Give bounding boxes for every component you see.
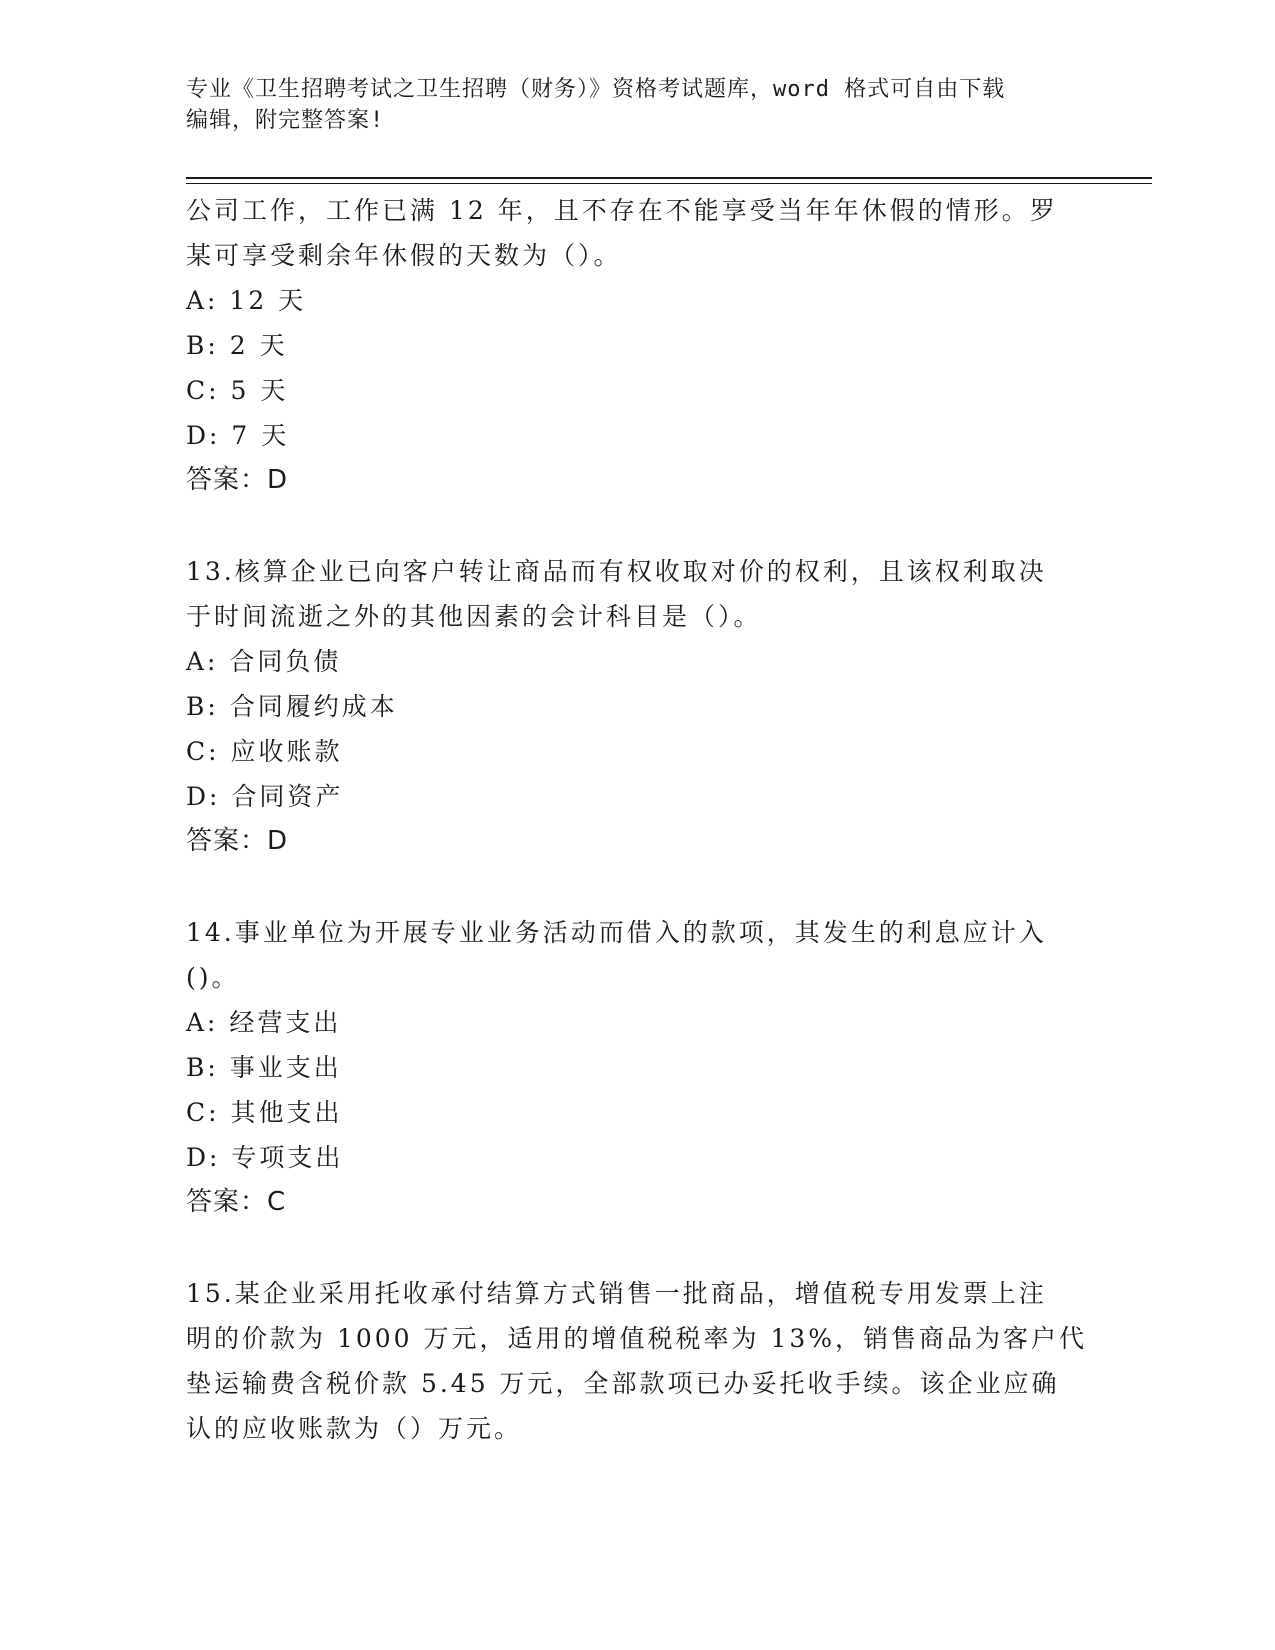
option-d: D: 7 天 [186,421,290,450]
question-stem-line: 垫运输费含税价款 5.45 万元，全部款项已办妥托收手续。该企业应确 [186,1369,1060,1398]
header-rule-thin [186,183,1152,184]
question-list [186,188,1086,1451]
question-stem-line: 14.事业单位为开展专业业务活动而借入的款项，其发生的利息应计入 [186,918,1047,947]
question-gap [186,1225,1086,1271]
option-a: A: 合同负债 [186,647,342,676]
question-13 [186,549,1086,864]
question-stem-line: 公司工作，工作已满 12 年，且不存在不能享受当年年休假的情形。罗 [186,196,1058,225]
question-stem-line: 于时间流逝之外的其他因素的会计科目是（）。 [186,602,762,631]
option-a: A: 12 天 [186,286,307,315]
option-c: C: 其他支出 [186,1098,343,1127]
option-b: B: 合同履约成本 [186,692,398,721]
question-15 [186,1271,1086,1451]
question-12 [186,188,1086,503]
option-d: D: 专项支出 [186,1143,344,1172]
question-stem-line: 某可享受剩余年休假的天数为（）。 [186,241,622,270]
question-stem-line: ()。 [186,963,240,992]
option-d: D: 合同资产 [186,782,344,811]
header-line-1: 专业《卫生招聘考试之卫生招聘（财务）》资格考试题库，word 格式可自由下载 [186,77,1006,102]
answer-line: 答案：D [186,826,289,856]
option-c: C: 5 天 [186,376,289,405]
question-stem-line: 明的价款为 1000 万元，适用的增值税税率为 13%，销售商品为客户代 [186,1324,1088,1353]
document-header [186,74,1086,136]
question-stem-line: 认的应收账款为（）万元。 [186,1414,523,1443]
header-line-2: 编辑，附完整答案! [186,108,385,133]
option-b: B: 2 天 [186,331,288,360]
answer-line: 答案：D [186,465,289,495]
option-c: C: 应收账款 [186,737,343,766]
question-gap [186,864,1086,910]
question-stem-line: 15.某企业采用托收承付结算方式销售一批商品，增值税专用发票上注 [186,1279,1047,1308]
question-gap [186,503,1086,549]
question-stem-line: 13.核算企业已向客户转让商品而有权收取对价的权利，且该权利取决 [186,557,1047,586]
header-rule-thick [186,177,1152,179]
option-b: B: 事业支出 [186,1053,342,1082]
option-a: A: 经营支出 [186,1008,342,1037]
answer-line: 答案：C [186,1187,287,1217]
question-14 [186,910,1086,1225]
